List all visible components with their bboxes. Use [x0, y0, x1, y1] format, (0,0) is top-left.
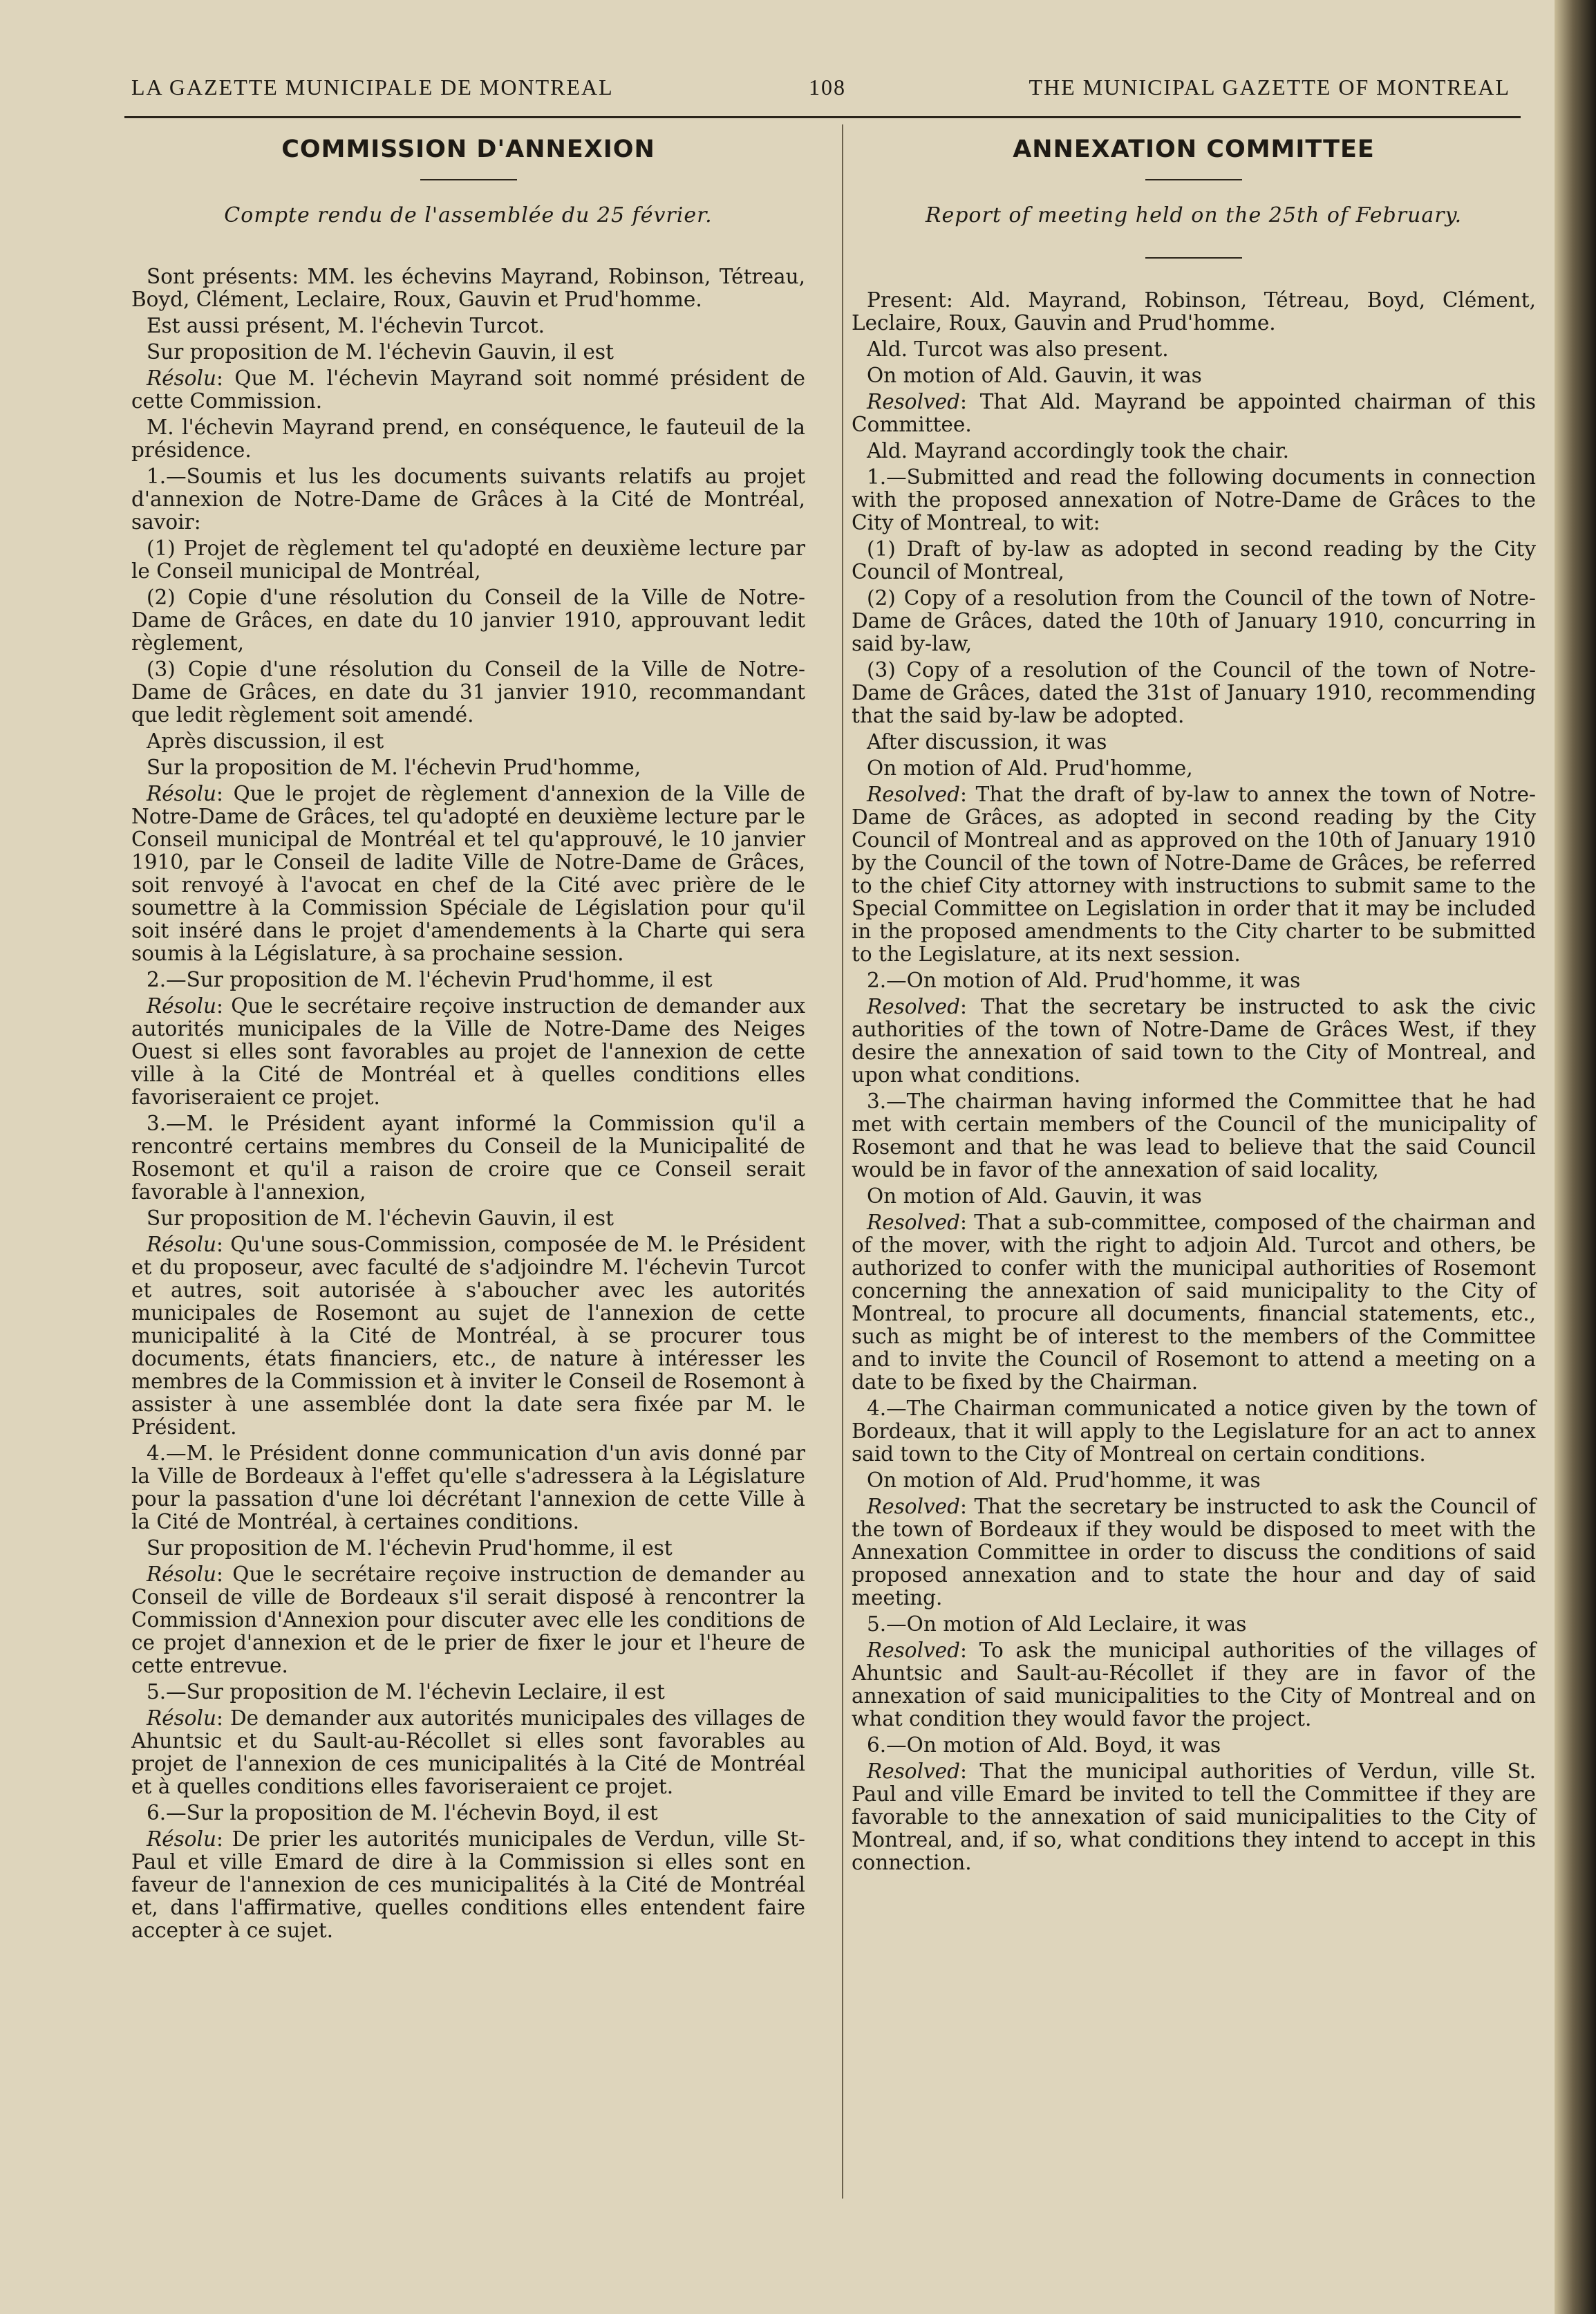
paragraph-text: 5.—Sur proposition de M. l'échevin Leclaire, il est — [147, 1680, 665, 1704]
paragraph-text: (3) Copie d'une résolution du Conseil de la Ville de Notre-Dame de Grâces, en date du 31 janvier 1910, recommandant que ledit règlement soit amendé. — [131, 657, 805, 727]
english-paragraph — [852, 969, 1536, 992]
paragraph-text: (2) Copie d'une résolution du Conseil de la Ville de Notre-Dame de Grâces, en date du 10 janvier 1910, approuvant ledit règlement, — [131, 586, 805, 655]
paragraph-text: (3) Copy of a resolution of the Council of the town of Notre-Dame de Grâces, dated the 31st of January 1910, recommending that the said by-law be adopted. — [852, 658, 1536, 727]
english-section-title: ANNEXATION COMMITTEE — [1013, 136, 1375, 163]
page-number: 108 — [809, 75, 846, 100]
resolution-label: Resolved — [867, 783, 961, 806]
resolution-label: Résolu — [147, 1233, 217, 1256]
english-paragraph — [852, 538, 1536, 584]
paragraph-text: Sur la proposition de M. l'échevin Prud'homme, — [147, 756, 641, 779]
french-paragraph — [131, 416, 805, 462]
paragraph-text: : Que le projet de règlement d'annexion de la Ville de Notre-Dame de Grâces, tel qu'adopté en deuxième lecture par le Conseil municipal de Montréal et tel qu'approuvé, le 10 janvier 1910, par le Conseil de ladite Ville de Notre-Dame de Grâces, soit renvoyé à l'avocat en chef de la Cité avec prière de le soumettre à la Commission Spéciale de Législation pour qu'il soit inséré dans le projet d'amendements à la Charte qui sera soumis à la Législature, à sa prochaine session. — [131, 782, 805, 965]
resolution-label: Resolved — [867, 390, 961, 413]
resolution-label: Resolved — [867, 1760, 961, 1783]
paragraph-text: 5.—On motion of Ald Leclaire, it was — [867, 1612, 1247, 1636]
french-paragraph — [131, 1707, 805, 1798]
french-paragraph — [131, 969, 805, 991]
resolution-label: Résolu — [147, 782, 217, 805]
paragraph-text: 1.—Soumis et lus les documents suivants relatifs au projet d'annexion de Notre-Dame de Grâces à la Cité de Montréal, savoir: — [131, 465, 805, 534]
english-paragraph — [852, 1469, 1536, 1492]
french-paragraph — [131, 341, 805, 364]
paragraph-text: : Que M. l'échevin Mayrand soit nommé président de cette Commission. — [131, 366, 805, 413]
paragraph-text: Sur proposition de M. l'échevin Gauvin, il est — [147, 340, 614, 364]
french-paragraph — [131, 995, 805, 1109]
paragraph-text: Sur proposition de M. l'échevin Gauvin, il est — [147, 1206, 614, 1230]
french-paragraph — [131, 658, 805, 727]
french-section-title: COMMISSION D'ANNEXION — [281, 136, 655, 163]
paragraph-text: M. l'échevin Mayrand prend, en conséquence, le fauteuil de la présidence. — [131, 416, 805, 462]
page-edge-shadow — [1555, 0, 1596, 2314]
english-paragraph — [852, 1397, 1536, 1466]
french-paragraph — [131, 1233, 805, 1439]
paragraph-text: : De demander aux autorités municipales des villages de Ahuntsic et du Sault-au-Récollet si elles sont favorables au projet de l'annexion de ces municipalités à la Cité de Montréal et à quelles conditions elles favoriseraient ce projet. — [131, 1706, 805, 1798]
paragraph-text: Present: Ald. Mayrand, Robinson, Tétreau, Boyd, Clément, Leclaire, Roux, Gauvin and Prud'homme. — [852, 288, 1536, 335]
english-paragraph — [852, 1211, 1536, 1394]
english-paragraph — [852, 440, 1536, 463]
paragraph-text: Ald. Turcot was also present. — [867, 337, 1169, 361]
paragraph-text: : That a sub-committee, composed of the chairman and of the mover, with the right to adjoin Ald. Turcot and others, be authorized to confer with the municipal authorities of Rosemont concerning the annexation of said municipality to the City of Montreal, to procure all documents, financial statements, etc., such as might be of interest to the members of the Committee and to invite the Council of Rosemont to attend a meeting on a date to be fixed by the Chairman. — [852, 1211, 1536, 1394]
paragraph-text: 6.—On motion of Ald. Boyd, it was — [867, 1733, 1221, 1757]
english-paragraph — [852, 289, 1536, 335]
paragraph-text: (1) Projet de règlement tel qu'adopté en deuxième lecture par le Conseil municipal de Montréal, — [131, 536, 805, 583]
paragraph-text: : Qu'une sous-Commission, composée de M. le Président et du proposeur, avec faculté de s'adjoindre M. l'échevin Turcot et autres, soit autorisée à s'aboucher avec les autorités municipales de Rosemont au sujet de l'annexion de cette municipalité à la Cité de Montréal, à se procurer tous documents, états financiers, etc., de nature à intéresser les membres de la Commission et à inviter le Conseil de Rosemont à assister à une assemblée dont la date sera fixée par M. le Président. — [131, 1233, 805, 1439]
english-paragraph — [852, 1613, 1536, 1636]
paragraph-text: On motion of Ald. Prud'homme, — [867, 756, 1193, 780]
english-paragraph — [852, 1495, 1536, 1609]
english-minutes — [852, 289, 1536, 1874]
paragraph-text: Sont présents: MM. les échevins Mayrand, Robinson, Tétreau, Boyd, Clément, Leclaire, Roux, Gauvin et Prud'homme. — [131, 265, 805, 311]
english-paragraph — [852, 1090, 1536, 1182]
paragraph-text: Après discussion, il est — [147, 729, 384, 753]
french-paragraph — [131, 265, 805, 311]
english-paragraph — [852, 1185, 1536, 1208]
paragraph-text: (1) Draft of by-law as adopted in second reading by the City Council of Montreal, — [852, 537, 1536, 584]
header-french-title: LA GAZETTE MUNICIPALE DE MONTREAL — [131, 75, 614, 100]
resolution-label: Resolved — [867, 1495, 961, 1518]
paragraph-text: : That Ald. Mayrand be appointed chairman of this Committee. — [852, 390, 1536, 436]
english-paragraph — [852, 731, 1536, 754]
french-minutes — [131, 265, 805, 1942]
paragraph-text: 4.—M. le Président donne communication d'un avis donné par la Ville de Bordeaux à l'effet qu'elle s'adressera à la Législature pour la passation d'une loi décrétant l'annexion de cette Ville à la Cité de Montréal, à certaines conditions. — [131, 1441, 805, 1533]
header-rule — [124, 116, 1521, 118]
resolution-label: Résolu — [147, 366, 217, 390]
french-paragraph — [131, 783, 805, 965]
paragraph-text: 3.—M. le Président ayant informé la Commission qu'il a rencontré certains membres du Conseil de la Municipalité de Rosemont et qu'il a raison de croire que ce Conseil serait favorable à l'annexion, — [131, 1112, 805, 1204]
paragraph-text: 6.—Sur la proposition de M. l'échevin Boyd, il est — [147, 1801, 658, 1825]
french-paragraph — [131, 1802, 805, 1825]
english-paragraph — [852, 338, 1536, 361]
french-paragraph — [131, 1537, 805, 1560]
paragraph-text: : That the municipal authorities of Verdun, ville St. Paul and ville Emard be invited to tell the Committee if they are favorable to the annexation of said municipalities to the City of Montreal, and, if so, what conditions they intend to accept in this connection. — [852, 1760, 1536, 1874]
resolution-label: Resolved — [867, 995, 961, 1018]
english-paragraph — [852, 783, 1536, 966]
paragraph-text: On motion of Ald. Prud'homme, it was — [867, 1468, 1261, 1492]
english-paragraph — [852, 1734, 1536, 1757]
english-paragraph — [852, 996, 1536, 1087]
paragraph-text: : That the draft of by-law to annex the town of Notre-Dame de Grâces, as adopted in second reading by the City Council of Montreal and as approved on the 10th of January 1910 by the Council of the town of Notre-Dame de Grâces, be referred to the chief City attorney with instructions to submit same to the Special Committee on Legislation in order that it may be included in the proposed amendments to the City charter to be submitted to the Legislature, at its next session. — [852, 783, 1536, 966]
paragraph-text: : That the secretary be instructed to ask the Council of the town of Bordeaux if they would be disposed to meet with the Annexation Committee in order to discuss the conditions of said proposed annexation and to state the hour and day of said meeting. — [852, 1495, 1536, 1609]
resolution-label: Resolved — [867, 1211, 961, 1234]
french-paragraph — [131, 367, 805, 413]
french-paragraph — [131, 1681, 805, 1704]
english-paragraph — [852, 364, 1536, 387]
french-paragraph — [131, 1442, 805, 1533]
french-subtitle: Compte rendu de l'assemblée du 25 février. — [224, 203, 713, 227]
paragraph-text: : That the secretary be instructed to ask the civic authorities of the town of Notre-Dame de Grâces West, if they desire the annexation of said town to the City of Montreal, and upon what conditions. — [852, 995, 1536, 1087]
paragraph-text: : To ask the municipal authorities of the villages of Ahuntsic and Sault-au-Récollet if they are in favor of the annexation of said municipalities to the City of Montreal and on what condition they would favor the project. — [852, 1639, 1536, 1730]
french-paragraph — [131, 730, 805, 753]
french-paragraph — [131, 1563, 805, 1677]
running-header — [131, 75, 1510, 109]
paragraph-text: After discussion, it was — [867, 730, 1107, 754]
english-paragraph — [852, 1639, 1536, 1730]
paragraph-text: (2) Copy of a resolution from the Council of the town of Notre-Dame de Grâces, dated the 10th of January 1910, concurring in said by-law, — [852, 586, 1536, 655]
french-column — [131, 138, 805, 1946]
english-paragraph — [852, 757, 1536, 780]
french-paragraph — [131, 586, 805, 655]
resolution-label: Résolu — [147, 1827, 217, 1851]
english-paragraph — [852, 587, 1536, 655]
english-paragraph — [852, 659, 1536, 727]
paragraph-text: Ald. Mayrand accordingly took the chair. — [867, 439, 1290, 463]
resolution-label: Résolu — [147, 1706, 217, 1730]
resolution-label: Resolved — [867, 1639, 961, 1662]
french-title-rule — [420, 179, 517, 180]
resolution-label: Résolu — [147, 1562, 217, 1586]
english-paragraph — [852, 466, 1536, 534]
paragraph-text: Sur proposition de M. l'échevin Prud'homme, il est — [147, 1536, 673, 1560]
french-paragraph — [131, 1828, 805, 1942]
paragraph-text: : Que le secrétaire reçoive instruction de demander aux autorités municipales de la Ville de Notre-Dame des Neiges Ouest si elles sont favorables au projet de l'annexion de cette ville à la Cité de Montréal et à quelles conditions elles favoriseraient ce projet. — [131, 994, 805, 1109]
paragraph-text: 1.—Submitted and read the following documents in connection with the proposed annexation of Notre-Dame de Grâces to the City of Montreal, to wit: — [852, 465, 1536, 534]
paragraph-text: On motion of Ald. Gauvin, it was — [867, 364, 1202, 387]
english-title-rule — [1145, 179, 1242, 180]
english-paragraph — [852, 1760, 1536, 1874]
french-paragraph — [131, 465, 805, 534]
english-column — [852, 138, 1536, 1878]
french-paragraph — [131, 1112, 805, 1204]
column-divider — [842, 124, 843, 2199]
english-subtitle-rule — [1145, 257, 1242, 259]
paragraph-text: 4.—The Chairman communicated a notice given by the town of Bordeaux, that it will apply to the Legislature for an act to annex said town to the City of Montreal on certain conditions. — [852, 1397, 1536, 1466]
resolution-label: Résolu — [147, 994, 217, 1018]
paragraph-text: Est aussi présent, M. l'échevin Turcot. — [147, 314, 545, 337]
french-paragraph — [131, 756, 805, 779]
french-paragraph — [131, 537, 805, 583]
english-paragraph — [852, 391, 1536, 436]
paragraph-text: 2.—Sur proposition de M. l'échevin Prud'homme, il est — [147, 968, 713, 991]
french-paragraph — [131, 1207, 805, 1230]
paragraph-text: 2.—On motion of Ald. Prud'homme, it was — [867, 969, 1301, 992]
paragraph-text: : Que le secrétaire reçoive instruction de demander au Conseil de ville de Bordeaux s'il serait disposé à rencontrer la Commission d'Annexion pour discuter avec elle les conditions de ce projet d'annexion et de le prier de fixer le jour et l'heure de cette entrevue. — [131, 1562, 805, 1677]
paragraph-text: On motion of Ald. Gauvin, it was — [867, 1184, 1202, 1208]
french-paragraph — [131, 315, 805, 337]
header-english-title: THE MUNICIPAL GAZETTE OF MONTREAL — [1029, 75, 1510, 100]
paragraph-text: 3.—The chairman having informed the Committee that he had met with certain members of the Council of the municipality of Rosemont and that he was lead to believe that the said Council would be in favor of the annexation of said locality, — [852, 1090, 1536, 1182]
paragraph-text: : De prier les autorités municipales de Verdun, ville St-Paul et ville Emard de dire à la Commission si elles sont en faveur de l'annexion de ces municipalités à la Cité de Montréal et, dans l'affirmative, quelles conditions elles entendent faire accepter à ce sujet. — [131, 1827, 805, 1942]
english-subtitle: Report of meeting held on the 25th of February. — [925, 203, 1463, 227]
